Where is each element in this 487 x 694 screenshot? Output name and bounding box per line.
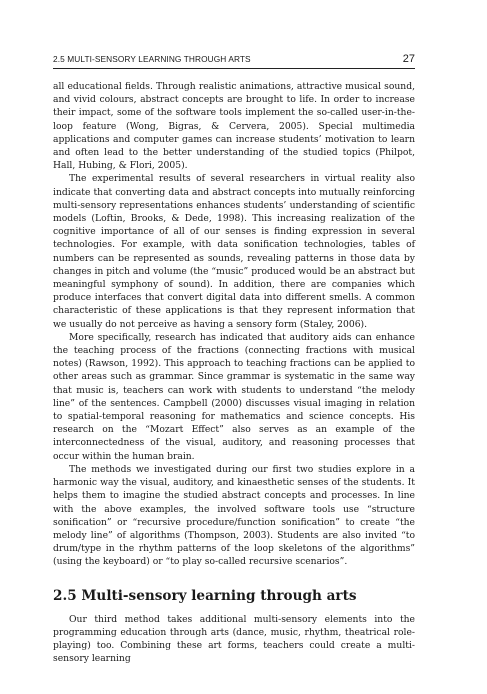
section-paragraph: Our third method takes additional multi-sensory elements into the programming education through arts (dance, music, rhythm, theatrical role-playing) too. Combining these art forms, teachers could create a multi-sensory learning — [53, 613, 415, 665]
paragraph: The methods we investigated during our first two studies explore in a harmonic way the visual, auditory, and kinaesthetic senses of the students. It helps them to imagine the studied abstract concepts and processes. In line with the above examples, the involved software tools use “structure sonification” or “recursive procedure/function sonification” to create “the melody line” of algorithms (Thompson, 2003). Students are also invited “to drum/type in the rhythm patterns of the loop skeletons of the algorithms” (using the keyboard) or “to play so-called recursive scenarios”. — [53, 463, 415, 568]
running-head — [53, 53, 415, 65]
section-heading: 2.5 Multi-sensory learning through arts — [53, 587, 357, 604]
paragraph-continued: all educational fields. Through realistic animations, attractive musical sound, and vivid colours, abstract concepts are brought to life. In order to increase their impact, some of the software tools implement the so-called user-in-the-loop feature (Wong, Bigras, & Cervera, 2005). Special multimedia applications and computer games can increase students’ motivation to learn and often lead to the better understanding of the studied topics (Philpot, Hall, Hubing, & Flori, 2005). — [53, 81, 415, 172]
paragraph: More specifically, research has indicated that auditory aids can enhance the teaching process of the fractions (connecting fractions with musical notes) (Rawson, 1992). This approach to teaching fractions can be applied to other areas such as grammar. Since grammar is systematic in the same way that music is, teachers can work with students to understand “the melody line” of the sentences. Campbell (2000) discusses visual imaging in relation to spatial-temporal reasoning for mathematics and science concepts. His research on the “Mozart Effect” also serves as an example of the interconnectedness of the visual, auditory, and reasoning processes that occur within the human brain. — [53, 331, 415, 462]
paragraph: The experimental results of several researchers in virtual reality also indicate that converting data and abstract concepts into mutually reinforcing multi-sensory representations enhances students’ understanding of scientific models (Loftin, Brooks, & Dede, 1998). This increasing realization of the cognitive importance of all of our senses is finding expression in several technologies. For example, with data sonification technologies, tables of numbers can be represented as sounds, revealing patterns in those data by changes in pitch and volume (the “music” produced would be an abstract but meaningful symphony of sound). In addition, there are companies which produce interfaces that convert digital data into different smells. A common characteristic of these applications is that they represent information that we usually do not perceive as having a sensory form (Staley, 2006). — [53, 173, 415, 330]
running-head-title: 2.5 MULTI-SENSORY LEARNING THROUGH ARTS — [53, 54, 251, 64]
body-text — [53, 80, 415, 665]
page-number: 27 — [402, 53, 415, 65]
header-rule — [53, 68, 415, 69]
